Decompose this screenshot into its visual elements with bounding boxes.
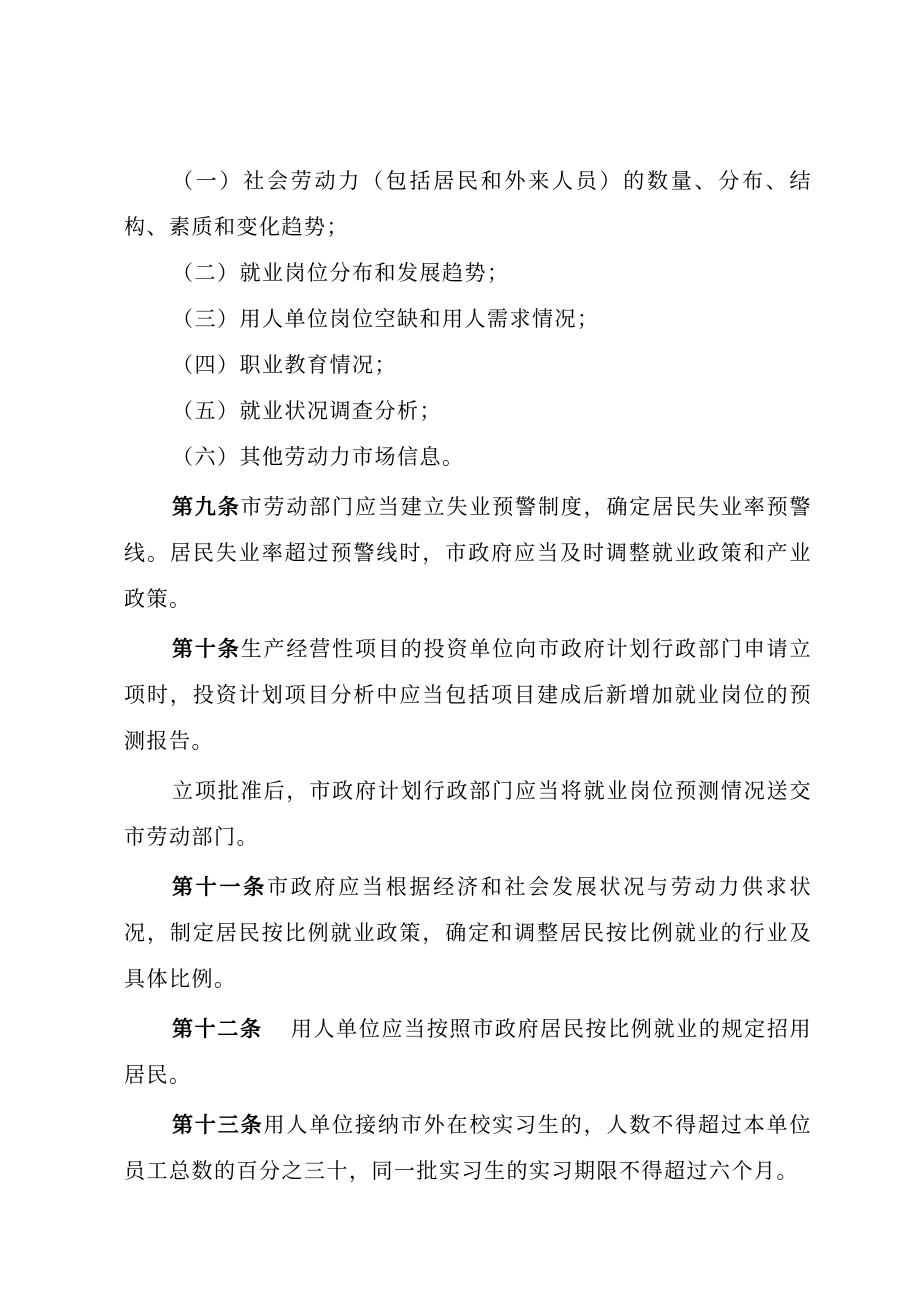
article-13-title: 第十三条: [172, 1113, 264, 1137]
article-13-text: 用人单位接纳市外在校实习生的，人数不得超过本单位员工总数的百分之三十，同一批实习生的实习期限不得超过六个月。: [124, 1113, 813, 1183]
list-item-2: （二）就业岗位分布和发展趋势；: [172, 261, 510, 285]
article-9-text: 市劳动部门应当建立失业预警制度，确定居民失业率预警线。居民失业率超过预警线时，市政府应当及时调整就业政策和产业政策。: [124, 495, 813, 611]
article-10-paragraph-2: 立项批准后，市政府计划行政部门应当将就业岗位预测情况送交市劳动部门。: [124, 779, 812, 849]
list-item-6: （六）其他劳动力市场信息。: [172, 445, 465, 469]
article-9: [124, 484, 812, 622]
article-12-text: 用人单位应当按照市政府居民按比例就业的规定招用居民。: [124, 1017, 813, 1087]
list-item-4: （四）职业教育情况；: [172, 353, 397, 377]
article-11: [124, 864, 812, 1002]
article-13: [124, 1102, 812, 1194]
article-12-title: 第十二条: [172, 1017, 263, 1041]
list-item-3: （三）用人单位岗位空缺和用人需求情况；: [172, 307, 600, 331]
article-9-title: 第九条: [172, 495, 241, 519]
document-page: [124, 158, 812, 1194]
article-11-text: 市政府应当根据经济和社会发展状况与劳动力供求状况，制定居民按比例就业政策，确定和调整居民按比例就业的行业及具体比例。: [124, 875, 812, 991]
list-item-5: （五）就业状况调查分析；: [172, 399, 442, 423]
article-10: [124, 626, 812, 764]
article-10-title: 第十条: [172, 637, 241, 661]
article-11-title: 第十一条: [172, 875, 267, 899]
article-10-text: 生产经营性项目的投资单位向市政府计划行政部门申请立项时，投资计划项目分析中应当包括项目建成后新增加就业岗位的预测报告。: [124, 637, 813, 753]
article-12: [124, 1006, 812, 1098]
list-item-1: （一）社会劳动力（包括居民和外来人员）的数量、分布、结构、素质和变化趋势；: [124, 169, 812, 239]
